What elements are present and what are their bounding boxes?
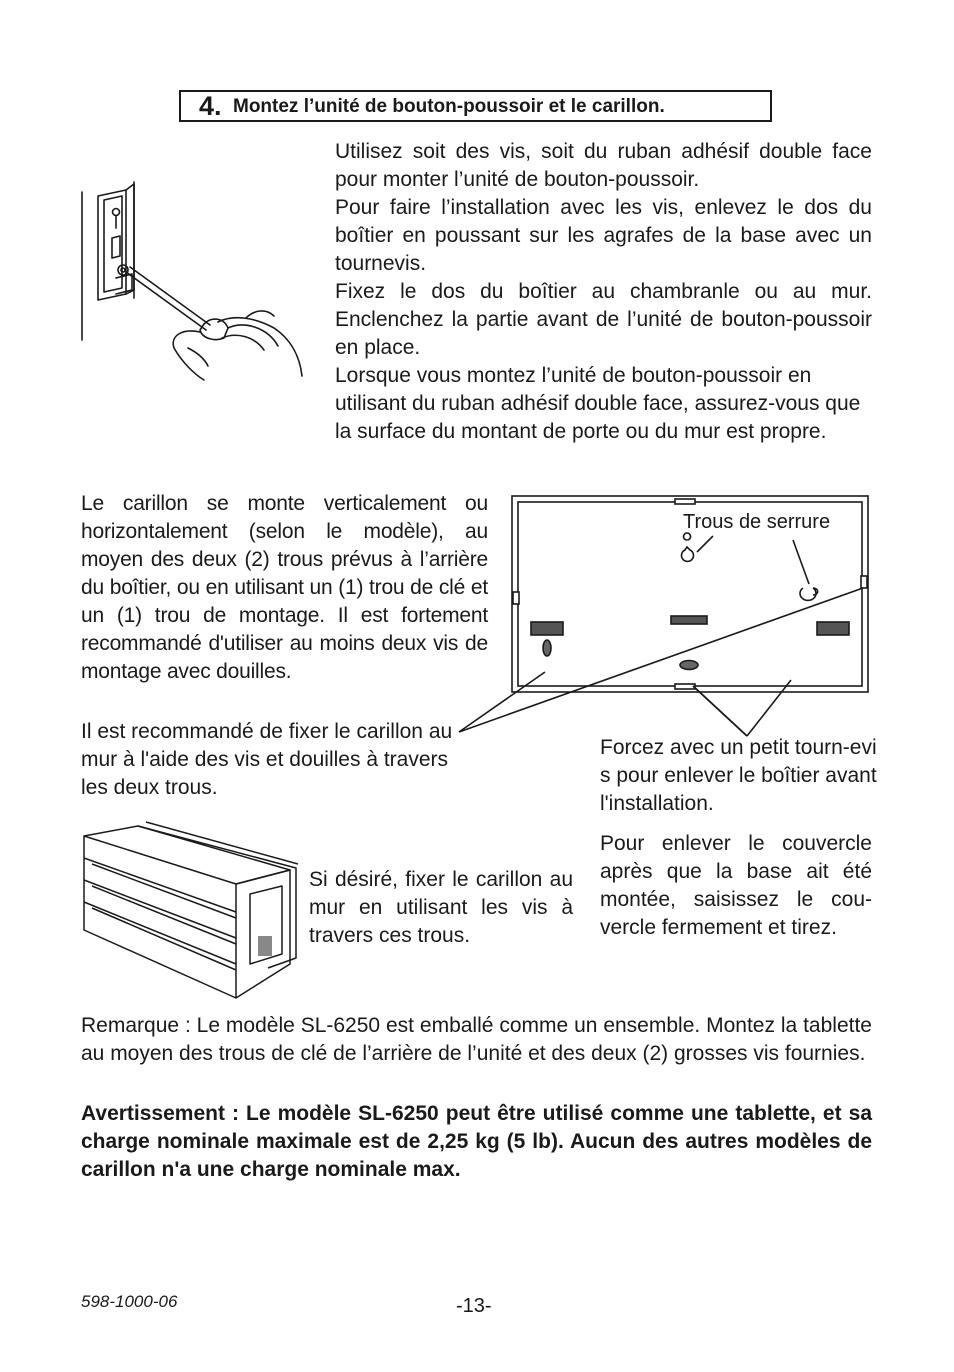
document-code: 598-1000-06 bbox=[81, 1292, 178, 1311]
section-number: 4. bbox=[199, 91, 222, 121]
keyhole-label: Trous de serrure bbox=[683, 511, 831, 533]
pushbutton-paragraph: Utilisez soit des vis, soit du ruban adhésif double face pour monter l’unité de bouton-poussoir. bbox=[335, 140, 872, 191]
section-title: Montez l’unité de bouton-poussoir et le carillon. bbox=[233, 96, 665, 117]
warning-text: Avertissement : Le modèle SL-6250 peut être utilisé comme une tablette, et sa charge nominale maximale est de 2,25 kg (5 lb). Aucun des autres modèles de carillon n'a une charge nominale max. bbox=[81, 1102, 872, 1181]
chime-cover-text: Pour enlever le couvercle après que la base ait été montée, saisissez le cou-vercle fermement et tirez. bbox=[600, 832, 872, 939]
chime-pry-text: Forcez avec un petit tourn-evis pour enlever le boîtier avant l'installation. bbox=[600, 736, 877, 815]
section-title-box bbox=[179, 90, 772, 122]
page-number: -13- bbox=[456, 1295, 492, 1317]
pushbutton-paragraph: Pour faire l’installation avec les vis, enlevez le dos du boîtier en poussant sur les agrafes de la base avec un tournevis. bbox=[335, 196, 872, 275]
pushbutton-paragraph: Fixez le dos du boîtier au chambranle ou au mur. Enclenchez la partie avant de l’unité de bouton-poussoir en place. bbox=[335, 280, 872, 359]
chime-mounting-text: Le carillon se monte verticalement ou horizontalement (selon le modèle), au moyen des deux (2) trous prévus à l’arrière du boîtier, ou en utilisant un (1) trou de clé et un (1) trou de montage. Il est fortement recommandé d'utiliser au moins deux vis de montage avec douilles. bbox=[81, 492, 488, 683]
pushbutton-paragraph: Lorsque vous montez l’unité de bouton-poussoir en utilisant du ruban adhésif double face, assurez-vous que la surface du montant de porte ou du mur est propre. bbox=[335, 364, 861, 443]
chime-unit-illustration bbox=[78, 818, 303, 1003]
chime-recommend-text: Il est recommandé de fixer le carillon au mur à l'aide des vis et douilles à travers les deux trous. bbox=[81, 720, 453, 799]
pushbutton-mounting-illustration bbox=[78, 178, 310, 383]
chime-optional-text: Si désiré, fixer le carillon au mur en utilisant les vis à travers ces trous. bbox=[309, 868, 573, 947]
remark-text: Remarque : Le modèle SL-6250 est emballé comme un ensemble. Montez la tablette au moyen des trous de clé de l’arrière de l’unité et des deux (2) grosses vis fournies. bbox=[81, 1014, 872, 1065]
pushbutton-instructions bbox=[335, 138, 872, 446]
